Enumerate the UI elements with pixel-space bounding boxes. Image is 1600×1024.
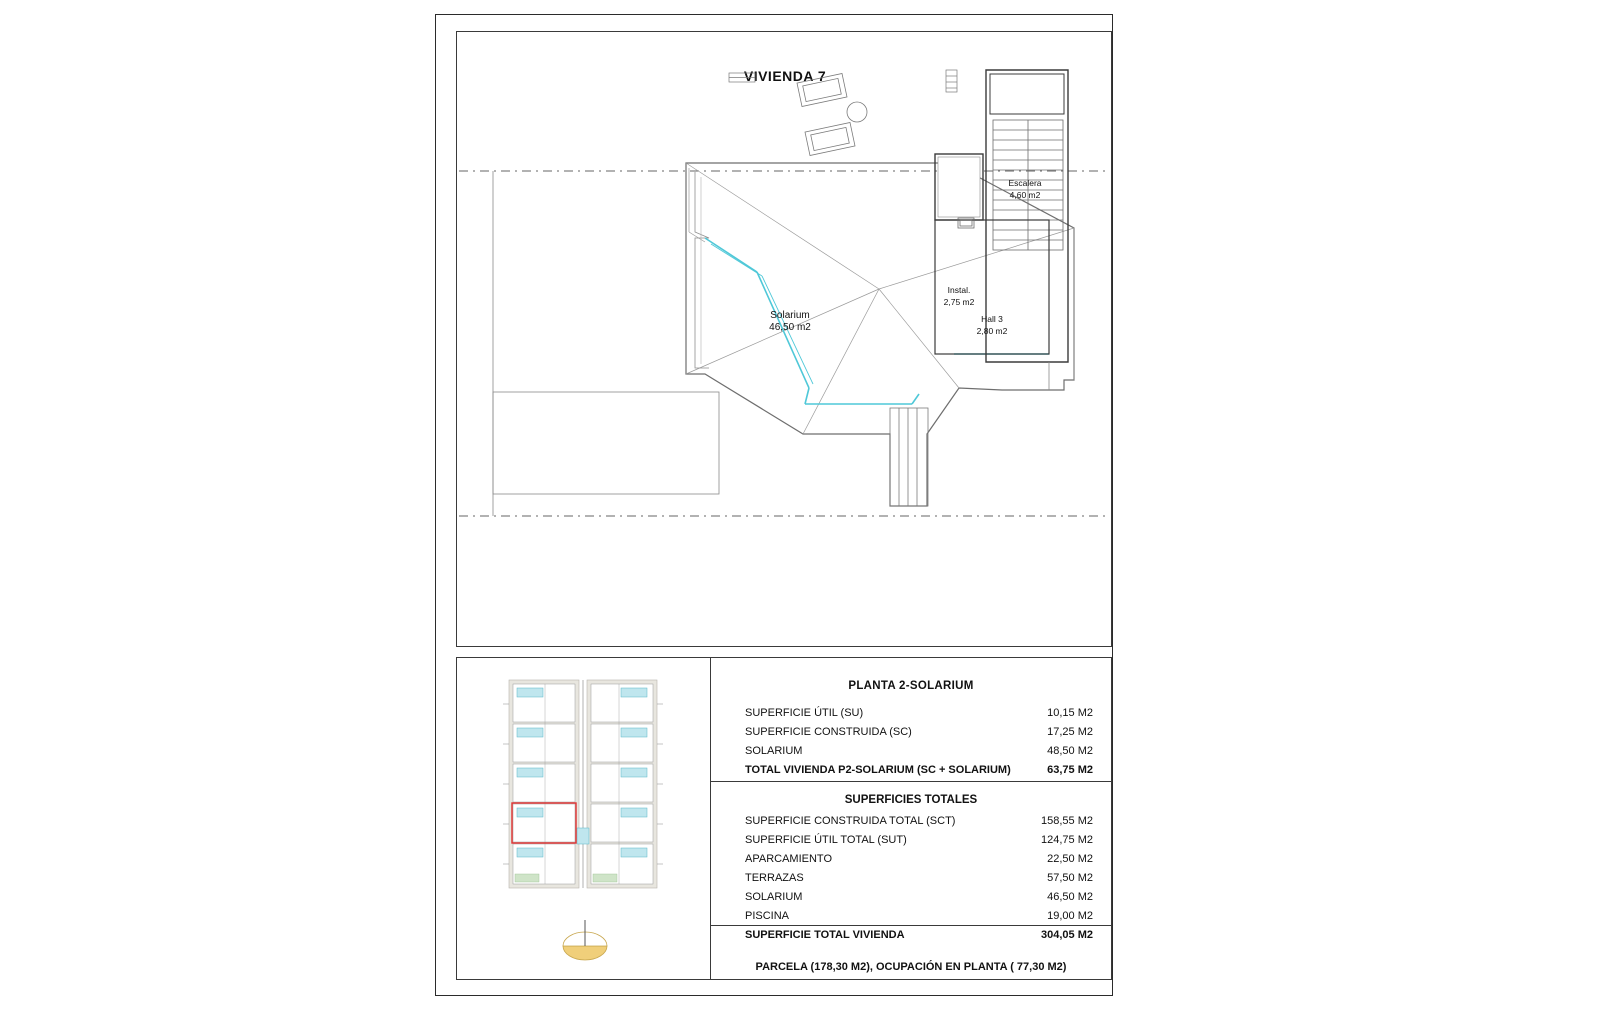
totals-title: SUPERFICIES TOTALES: [844, 794, 978, 806]
parcela-note: PARCELA (178,30 M2), OCUPACIÓN EN PLANTA ( 77,30 M2): [755, 961, 1067, 973]
row-value: 17,25 M2: [1047, 726, 1093, 738]
row-value: 63,75 M2: [1047, 764, 1093, 776]
section-divider: [711, 781, 1111, 782]
section-divider: [711, 925, 1111, 926]
floor-plan-drawing: [457, 32, 1111, 646]
room-label-solarium: Solarium 46,50 m2: [769, 310, 811, 333]
row-label: APARCAMIENTO: [745, 853, 832, 865]
row-label: TERRAZAS: [745, 872, 804, 884]
row-label: SOLARIUM: [745, 891, 803, 903]
table-row: [745, 907, 1093, 926]
row-value: 57,50 M2: [1047, 872, 1093, 884]
row-label: SUPERFICIE ÚTIL TOTAL (SUT): [745, 834, 907, 846]
table-row: [745, 704, 1093, 723]
row-label: SUPERFICIE CONSTRUIDA (SC): [745, 726, 912, 738]
floor-schedule-rows: [745, 704, 1093, 780]
site-key-map: [457, 658, 711, 979]
area-schedule: [711, 658, 1111, 979]
row-label: SUPERFICIE TOTAL VIVIENDA: [745, 929, 905, 941]
table-row: [745, 831, 1093, 850]
table-row: [745, 812, 1093, 831]
room-label-escalera: Escalera 4,60 m2: [1008, 178, 1042, 200]
floor-schedule-title: PLANTA 2-SOLARIUM: [848, 680, 974, 692]
table-row: [745, 888, 1093, 907]
row-label: SUPERFICIE CONSTRUIDA TOTAL (SCT): [745, 815, 956, 827]
page-title: VIVIENDA 7: [743, 68, 827, 84]
row-value: 10,15 M2: [1047, 707, 1093, 719]
row-label: TOTAL VIVIENDA P2-SOLARIUM (SC + SOLARIUM): [745, 764, 1011, 776]
row-value: 158,55 M2: [1041, 815, 1093, 827]
table-row: [745, 850, 1093, 869]
legend-panel: [456, 657, 1112, 980]
row-value: 124,75 M2: [1041, 834, 1093, 846]
table-row: [745, 723, 1093, 742]
table-row: [745, 869, 1093, 888]
row-value: 46,50 M2: [1047, 891, 1093, 903]
floor-plan-panel: [456, 31, 1112, 647]
row-value: 22,50 M2: [1047, 853, 1093, 865]
table-row: [745, 761, 1093, 780]
table-row: [745, 926, 1093, 945]
row-label: SUPERFICIE ÚTIL (SU): [745, 707, 864, 719]
row-value: 304,05 M2: [1041, 929, 1093, 941]
room-label-hall3: Hall 3 2,80 m2: [976, 314, 1008, 336]
north-compass-icon: [557, 916, 613, 962]
key-map-drawing: [501, 678, 669, 893]
row-value: 19,00 M2: [1047, 910, 1093, 922]
room-label-instal: Instal. 2,75 m2: [943, 285, 975, 307]
row-label: SOLARIUM: [745, 745, 803, 757]
row-value: 48,50 M2: [1047, 745, 1093, 757]
table-row: [745, 742, 1093, 761]
row-label: PISCINA: [745, 910, 790, 922]
